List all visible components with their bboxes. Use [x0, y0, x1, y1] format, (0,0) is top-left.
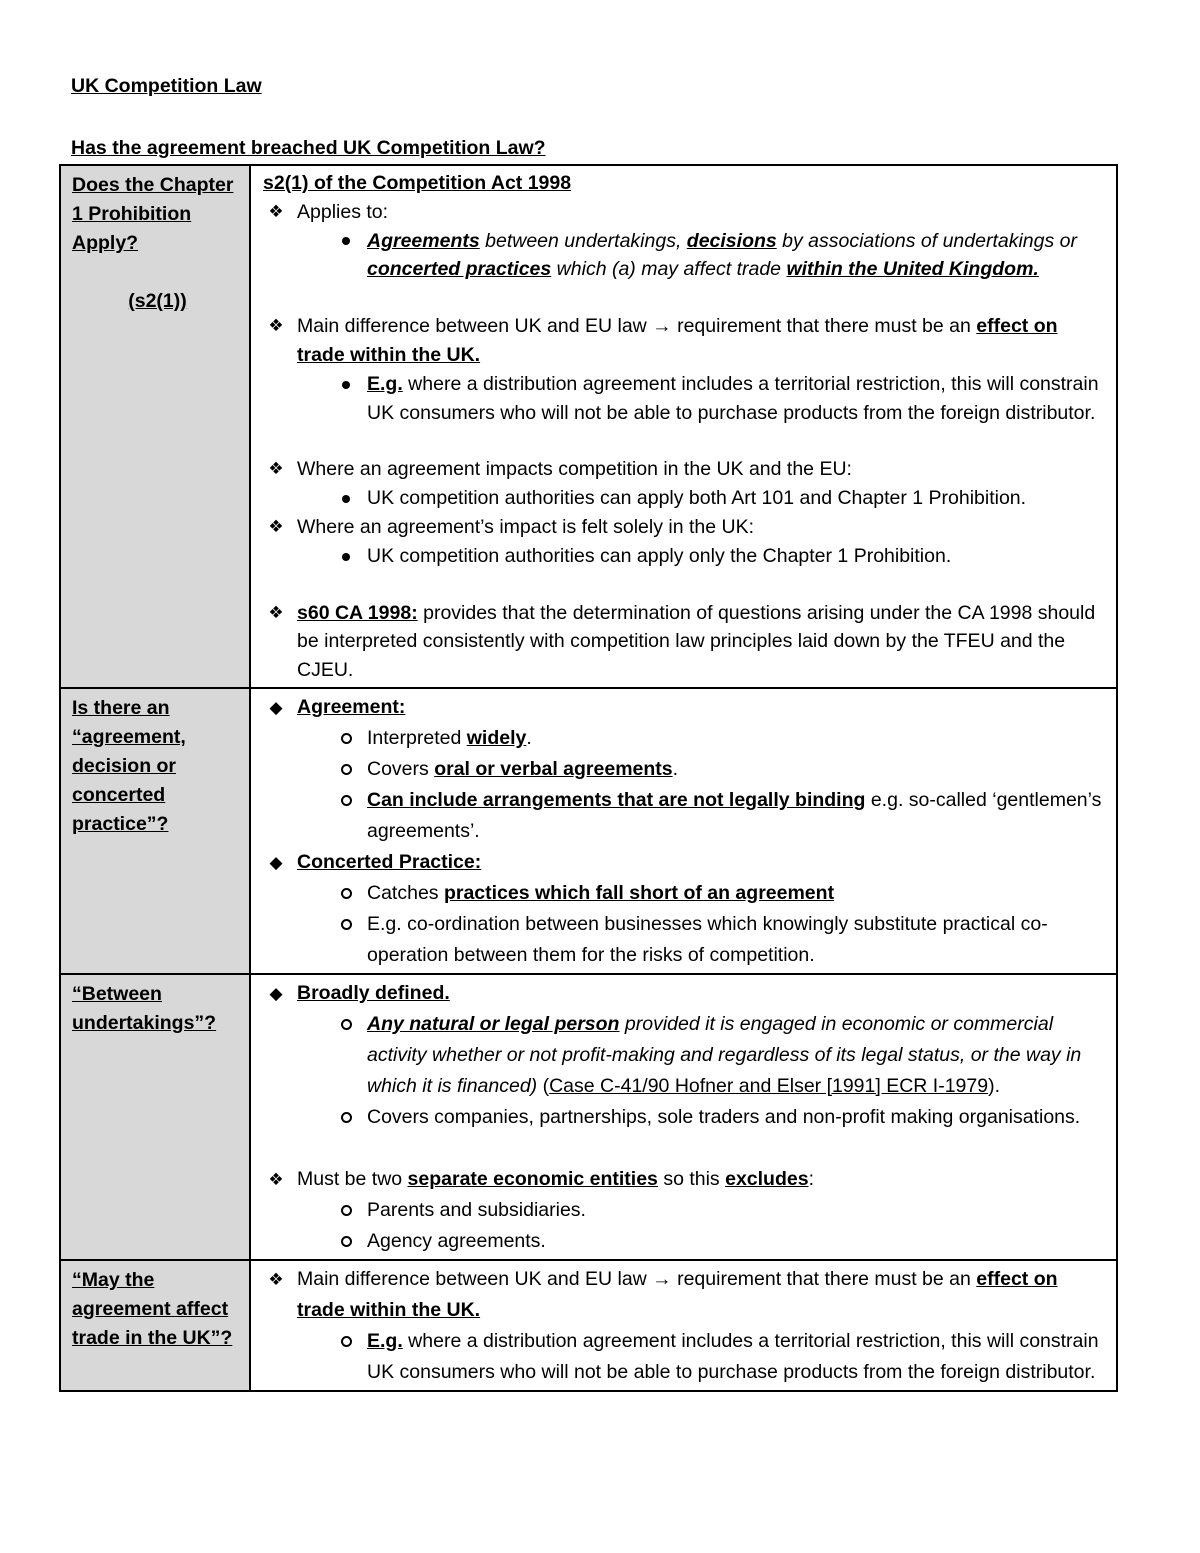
list-item: UK competition authorities can apply both Art 101 and Chapter 1 Prohibition.: [263, 484, 1106, 513]
diamond-bullet-icon: ❖: [268, 1269, 284, 1289]
circle-bullet-icon: [333, 1326, 359, 1357]
list-item: ❖ Applies to:: [263, 198, 1106, 227]
list-item: ❖ Where an agreement impacts competition in the UK and the EU:: [263, 455, 1106, 484]
list-item: UK competition authorities can apply only the Chapter 1 Prohibition.: [263, 542, 1106, 571]
bullet-icon: [333, 370, 359, 399]
list-item: ❖ s60 CA 1998: provides that the determination of questions arising under the CA 1998 should be interpreted consistently with competition law principles laid down by the TFEU and the CJEU.: [263, 599, 1106, 685]
competition-law-table: [59, 164, 1118, 1392]
list-item: Agency agreements.: [263, 1226, 1106, 1257]
question-text: Does the Chapter 1 Prohibition Apply?: [72, 174, 234, 254]
question-cell: [60, 688, 250, 974]
diamond-bullet-icon: ❖: [268, 201, 284, 221]
question-cell: [60, 1260, 250, 1391]
diamond-bullet-icon: ◆: [269, 697, 283, 717]
answer-cell: [250, 165, 1117, 688]
table-row-chapter1: [60, 165, 1117, 688]
document-subtitle: Has the agreement breached UK Competition Law?: [71, 137, 546, 159]
diamond-bullet-icon: ❖: [268, 459, 284, 479]
list-item: Any natural or legal person provided it is engaged in economic or commercial activity whether or not profit-making and regardless of its legal status, or the way in which it is financed) (Case C-41/90 Hofner and Elser [1991] ECR I-1979).: [263, 1009, 1106, 1102]
circle-bullet-icon: [333, 754, 359, 785]
arrow-icon: →: [652, 315, 672, 338]
diamond-bullet-icon: ❖: [268, 316, 284, 336]
circle-bullet-icon: [333, 1226, 359, 1257]
list-item: Covers oral or verbal agreements.: [263, 754, 1106, 785]
table-row-agreement: [60, 688, 1117, 974]
diamond-bullet-icon: ❖: [268, 1169, 284, 1189]
question-text: Is there an “agreement, decision or concerted practice”?: [72, 696, 186, 835]
list-item: Covers companies, partnerships, sole traders and non-profit making organisations.: [263, 1102, 1106, 1133]
section-heading: s2(1) of the Competition Act 1998: [263, 172, 572, 194]
question-text: “Between undertakings”?: [72, 982, 217, 1034]
list-item: ◆ Broadly defined.: [263, 978, 1106, 1009]
bullet-icon: [333, 542, 359, 571]
diamond-bullet-icon: ◆: [269, 983, 283, 1003]
answer-cell: [250, 1260, 1117, 1391]
list-item: ❖ Main difference between UK and EU law → requirement that there must be an effect on trade within the UK.: [263, 312, 1106, 370]
circle-bullet-icon: [333, 1009, 359, 1040]
table-row-undertakings: [60, 974, 1117, 1260]
list-item: E.g. where a distribution agreement includes a territorial restriction, this will constrain UK consumers who will not be able to purchase products from the foreign distributor.: [263, 370, 1106, 428]
list-item: ❖ Main difference between UK and EU law → requirement that there must be an effect on trade within the UK.: [263, 1264, 1106, 1326]
circle-bullet-icon: [333, 785, 359, 816]
list-item: ◆ Agreement:: [263, 692, 1106, 723]
bullet-icon: [333, 227, 359, 256]
circle-bullet-icon: [333, 909, 359, 940]
diamond-bullet-icon: ◆: [269, 852, 283, 872]
circle-bullet-icon: [333, 1195, 359, 1226]
bullet-icon: [333, 484, 359, 513]
list-item: E.g. co-ordination between businesses which knowingly substitute practical co-operation between them for the risks of competition.: [263, 909, 1106, 971]
question-cell: [60, 974, 250, 1260]
list-item: Can include arrangements that are not legally binding e.g. so-called ‘gentlemen’s agreements’.: [263, 785, 1106, 847]
list-item: ❖ Must be two separate economic entities so this excludes:: [263, 1164, 1106, 1195]
question-cell: [60, 165, 250, 688]
answer-cell: [250, 688, 1117, 974]
circle-bullet-icon: [333, 1102, 359, 1133]
arrow-icon: →: [652, 1267, 672, 1290]
circle-bullet-icon: [333, 878, 359, 909]
question-text: “May the agreement affect trade in the UK”?: [72, 1268, 233, 1349]
table-row-affect-trade: [60, 1260, 1117, 1391]
question-ref: (s2(1)): [128, 290, 187, 312]
circle-bullet-icon: [333, 723, 359, 754]
list-item: Interpreted widely.: [263, 723, 1106, 754]
list-item: Parents and subsidiaries.: [263, 1195, 1106, 1226]
list-item: Catches practices which fall short of an agreement: [263, 878, 1106, 909]
answer-cell: [250, 974, 1117, 1260]
list-item: ❖ Where an agreement’s impact is felt solely in the UK:: [263, 513, 1106, 542]
list-item: E.g. where a distribution agreement includes a territorial restriction, this will constrain UK consumers who will not be able to purchase products from the foreign distributor.: [263, 1326, 1106, 1388]
list-item: Agreements between undertakings, decisions by associations of undertakings or concerted practices which (a) may affect trade within the United Kingdom.: [263, 227, 1106, 285]
document-title: UK Competition Law: [71, 75, 262, 97]
list-item: ◆ Concerted Practice:: [263, 847, 1106, 878]
diamond-bullet-icon: ❖: [268, 602, 284, 622]
diamond-bullet-icon: ❖: [268, 516, 284, 536]
